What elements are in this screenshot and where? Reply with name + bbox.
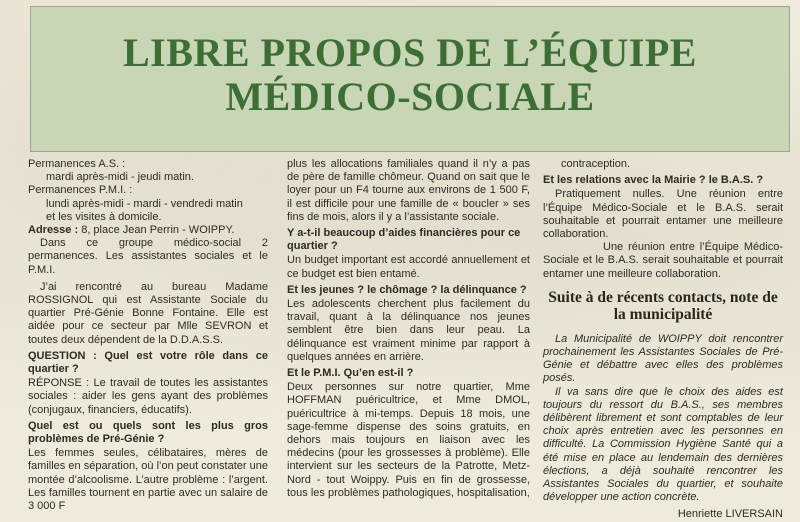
municipality-paragraph: La Municipalité de WOIPPY doit rencontrer prochainement les Assistantes Sociales de Pré-Génie et débattre avec elles des problèmes posés. xyxy=(543,332,783,385)
permanences-pmi-label: Permanences P.M.I. : xyxy=(28,184,133,197)
column-2 xyxy=(287,158,530,500)
permanences-pmi-hours: lundi après-midi - mardi - vendredi matin xyxy=(46,197,243,210)
author-signature: Henriette LIVERSAIN xyxy=(677,508,783,521)
municipality-note-heading: Suite à de récents contacts, note de la municipalité xyxy=(548,288,778,323)
page-title xyxy=(31,31,789,119)
paragraph: Deux personnes sur notre quartier, Mme HOFFMAN puéricultrice, et Mme DMOL, puéricultrice à mi-temps. Depuis 18 mois, une sage-femme dispense des soins gratuits, en dehors mais toujours en liaison avec les médecins (pour les grossesses à problème). Elle intervient sur les secteurs de la Patrotte, Metz-Nord - tout Woippy. Puis en fin de grossesse, tous les problèmes pathologiques, hospitalisation, xyxy=(287,381,530,499)
paragraph: Une réunion entre l’Équipe Médico-Sociale et le B.A.S. serait souhaitable et pourrait entamer une meilleure collaboration. xyxy=(543,241,783,280)
question-heading: QUESTION : Quel est votre rôle dans ce quartier ? xyxy=(28,349,268,376)
paragraph: Pratiquement nulles. Une réunion entre l’Équipe Médico-Sociale et le B.A.S. serait souhaitable et pourrait entamer une meilleure collaboration. xyxy=(543,188,783,241)
column-1 xyxy=(28,158,268,513)
permanences-pmi-visits: et les visites à domicile. xyxy=(46,210,162,223)
section-heading: Y a-t-il beaucoup d’aides financières pour ce quartier ? xyxy=(287,227,521,253)
title-line-1: LIBRE PROPOS DE L’ÉQUIPE xyxy=(123,30,697,75)
title-banner xyxy=(30,6,790,152)
section-heading: Quel est ou quels sont les plus gros problèmes de Pré-Génie ? xyxy=(28,419,268,446)
title-line-2: MÉDICO-SOCIALE xyxy=(225,74,595,119)
paragraph: J’ai rencontré au bureau Madame ROSSIGNOL qui est Assistante Sociale du quartier Pré-Génie Bonne Fontaine. Elle est aidée pour ce secteur par Mlle SEVRON et toutes deux dépendent de la D.D.A.S.S. xyxy=(28,280,268,346)
column-3 xyxy=(543,158,783,522)
paragraph: contraception. xyxy=(561,158,631,170)
section-heading: Et les relations avec la Mairie ? le B.A.S. ? xyxy=(543,174,764,187)
address-value: 8, place Jean Perrin - WOIPPY. xyxy=(78,224,235,237)
paragraph: Dans ce groupe médico-social 2 permanences. Les assistantes sociales et le P.M.I. xyxy=(28,237,268,276)
address-line xyxy=(28,224,268,237)
paragraph: Un budget important est accordé annuellement et ce budget est bien entamé. xyxy=(287,254,530,280)
address-label: Adresse : xyxy=(28,224,79,237)
municipality-paragraph: Il va sans dire que le choix des aides est toujours du ressort du B.A.S., ses membres délibèrent librement et sont comptables de leur choix après entretien avec les personnes en difficulté. La Commission Hygiène Santé qui a été mise en place au lendemain des dernières élections, a déjà souhaité rencontrer les Assistantes Sociales du quartier, et souhaite développer une action concrète. xyxy=(543,385,783,504)
permanences-as-hours: mardi après-midi - jeudi matin. xyxy=(46,171,194,184)
permanences-as-label: Permanences A.S. : xyxy=(28,158,126,170)
paragraph: Les femmes seules, célibataires, mères de familles en séparation, où l’on peut constater une montée d’alcoolisme. L’autre problème : l’argent. Les familles tournent en partie avec un salaire de 3 000 F xyxy=(28,447,268,513)
section-heading: Et les jeunes ? le chômage ? la délinquance ? xyxy=(287,283,527,296)
section-heading: Et le P.M.I. Qu’en est-il ? xyxy=(287,367,414,380)
paragraph: plus les allocations familiales quand il n’y a pas de père de famille chômeur. Quand on sait que le loyer pour un F4 tourne aux environs de 1 500 F, il est difficile pour une famille de « boucler » ses fins de mois, alors il y a l’assistante sociale. xyxy=(287,158,530,223)
answer-paragraph: RÉPONSE : Le travail de toutes les assistantes sociales : aider les gens ayant des problèmes (conjugaux, financiers, éducatifs). xyxy=(28,377,268,416)
paragraph: Les adolescents cherchent plus facilement du travail, quant à la délinquance nos jeunes semblent être bien dans leur peau. La délinquance est vraiment minime par rapport à quelques années en arrière. xyxy=(287,298,530,363)
